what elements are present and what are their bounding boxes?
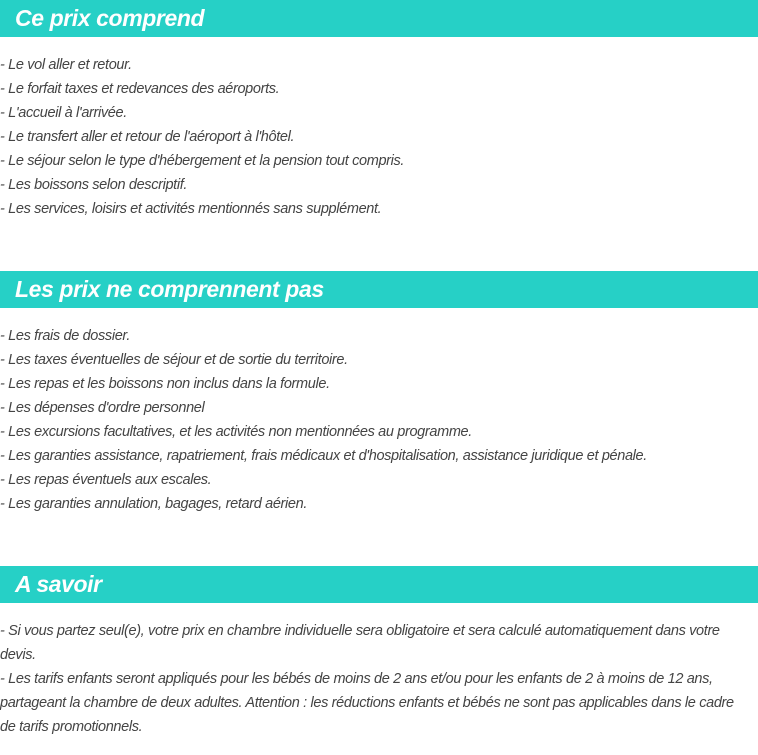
list-item: - Les services, loisirs et activités mentionnés sans supplément. xyxy=(0,201,382,217)
list-item: - Les garanties annulation, bagages, retard aérien. xyxy=(0,496,308,512)
list-item: - Les repas et les boissons non inclus dans la formule. xyxy=(0,376,330,392)
info-paragraph: - Si vous partez seul(e), votre prix en chambre individuelle sera obligatoire et sera calculé automatiquement dans votre devis. xyxy=(0,623,720,663)
included-list xyxy=(0,53,758,221)
not-included-list xyxy=(0,324,758,516)
list-item: - Les boissons selon descriptif. xyxy=(0,177,188,193)
list-item: - Le vol aller et retour. xyxy=(0,57,132,73)
list-item: - Le forfait taxes et redevances des aéroports. xyxy=(0,81,280,97)
list-item: - Le séjour selon le type d'hébergement et la pension tout compris. xyxy=(0,153,405,169)
list-item: - Les taxes éventuelles de séjour et de sortie du territoire. xyxy=(0,352,348,368)
list-item: - Les garanties assistance, rapatriement, frais médicaux et d'hospitalisation, assistance juridique et pénale. xyxy=(0,448,647,464)
section-header-a-savoir: A savoir xyxy=(0,566,758,603)
list-item: - Les frais de dossier. xyxy=(0,328,131,344)
list-item: - L'accueil à l'arrivée. xyxy=(0,105,127,121)
list-item: - Les repas éventuels aux escales. xyxy=(0,472,212,488)
section-header-ce-prix-comprend: Ce prix comprend xyxy=(0,0,758,37)
section-header-prix-ne-comprennent-pas: Les prix ne comprennent pas xyxy=(0,271,758,308)
list-item: - Le transfert aller et retour de l'aéroport à l'hôtel. xyxy=(0,129,295,145)
info-paragraph: - Les tarifs enfants seront appliqués pour les bébés de moins de 2 ans et/ou pour les enfants de 2 à moins de 12 ans, partageant la chambre de deux adultes. Attention : les réductions enfants et bébés ne sont pas applicables dans le cadre de tarifs promotionnels. xyxy=(0,671,734,735)
list-item: - Les dépenses d'ordre personnel xyxy=(0,400,205,416)
list-item: - Les excursions facultatives, et les activités non mentionnées au programme. xyxy=(0,424,472,440)
